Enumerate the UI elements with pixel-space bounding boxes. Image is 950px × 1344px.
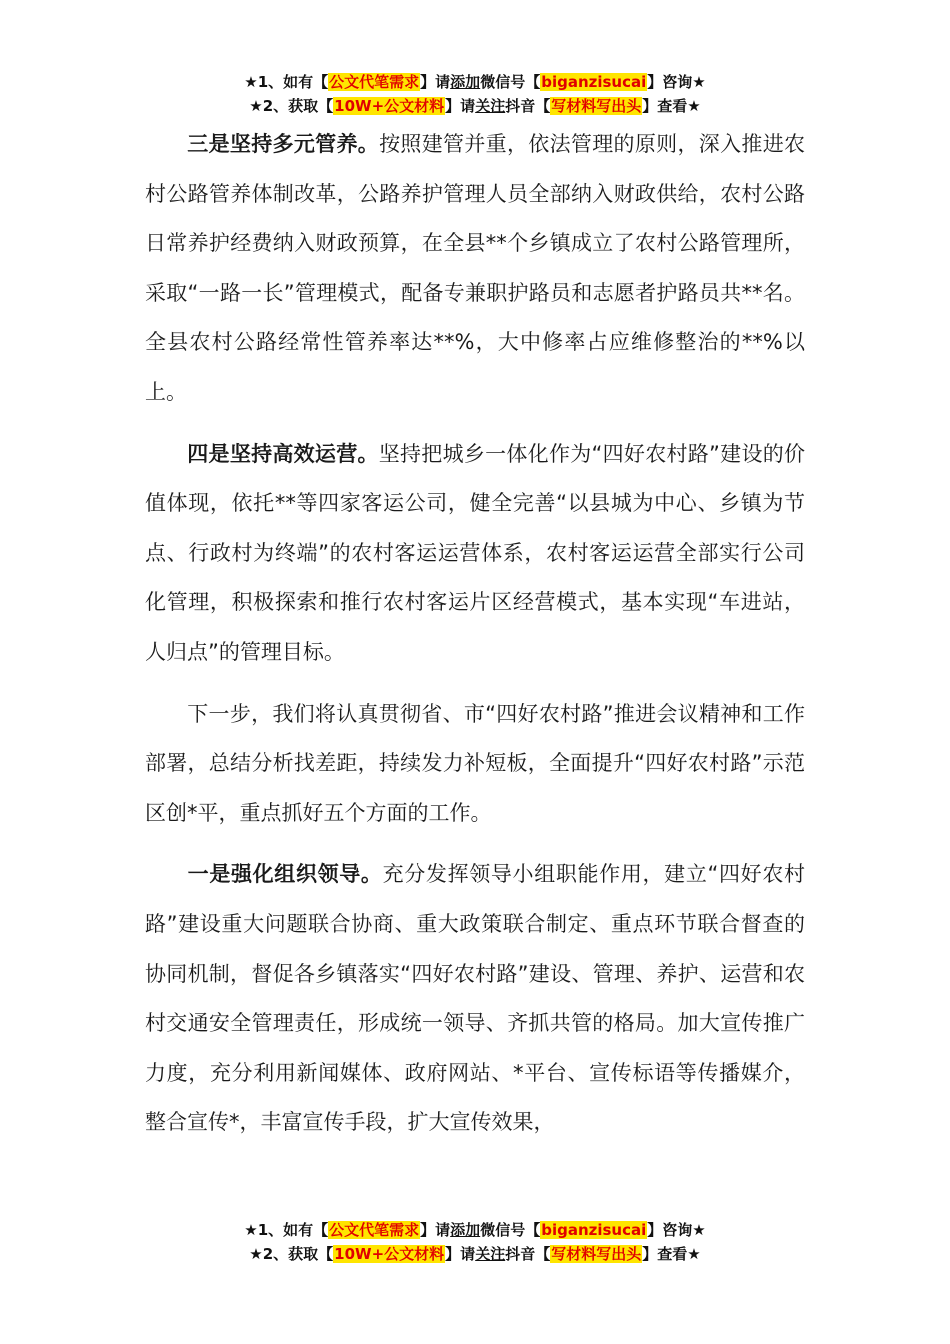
star-icon: ★ [692, 73, 706, 91]
highlight-wechat-id: biganzisucai [541, 1221, 647, 1239]
paragraph-1: 三是坚持多元管养。按照建管并重，依法管理的原则，深入推进农村公路管养体制改革，公路养护管理人员全部纳入财政供给，农村公路日常养护经费纳入财政预算，在全县**个乡镇成立了农村公路管理所，采取“一路一长”管理模式，配备专兼职护路员和志愿者护路员共**名。全县农村公路经常性管养率达**%，大中修率占应维修整治的**%以上。 [145, 132, 806, 404]
paragraph-3: 下一步，我们将认真贯彻省、市“四好农村路”推进会议精神和工作部署，总结分析找差距，持续发力补短板，全面提升“四好农村路”示范区创*平，重点抓好五个方面的工作。 [145, 701, 805, 825]
header-line-1: ★1、如有【公文代笔需求】请添加微信号【biganzisucai】咨询★ [244, 73, 706, 91]
star-icon: ★ [249, 97, 263, 115]
star-icon: ★ [692, 1221, 706, 1239]
star-icon: ★ [687, 97, 701, 115]
highlight-materials: 10W+公文材料 [334, 97, 445, 115]
highlight-wechat-id: biganzisucai [541, 73, 647, 91]
highlight-service: 公文代笔需求 [329, 1221, 420, 1239]
footer-line-2: ★2、获取【10W+公文材料】请关注抖音【写材料写出头】查看★ [249, 1245, 701, 1263]
star-icon: ★ [244, 73, 258, 91]
star-icon: ★ [687, 1245, 701, 1263]
footer-line-1: ★1、如有【公文代笔需求】请添加微信号【biganzisucai】咨询★ [244, 1221, 706, 1239]
highlight-douyin: 写材料写出头 [551, 1245, 642, 1263]
highlight-service: 公文代笔需求 [329, 73, 420, 91]
star-icon: ★ [249, 1245, 263, 1263]
footer-banner [0, 1218, 950, 1266]
star-icon: ★ [244, 1221, 258, 1239]
highlight-douyin: 写材料写出头 [551, 97, 642, 115]
header-line-2: ★2、获取【10W+公文材料】请关注抖音【写材料写出头】查看★ [249, 97, 701, 115]
header-banner [0, 70, 950, 118]
paragraph-2: 四是坚持高效运营。坚持把城乡一体化作为“四好农村路”建设的价值体现，依托**等四家客运公司，健全完善“以县城为中心、乡镇为节点、行政村为终端”的农村客运运营体系，农村客运运营全部实行公司化管理，积极探索和推行农村客运片区经营模式，基本实现“车进站，人归点”的管理目标。 [145, 441, 805, 664]
highlight-materials: 10W+公文材料 [334, 1245, 445, 1263]
document-body [145, 120, 805, 1148]
paragraph-4: 一是强化组织领导。充分发挥领导小组职能作用，建立“四好农村路”建设重大问题联合协商、重大政策联合制定、重点环节联合督查的协同机制，督促各乡镇落实“四好农村路”建设、管理、养护、运营和农村交通安全管理责任，形成统一领导、齐抓共管的格局。加大宣传推广力度，充分利用新闻媒体、政府网站、*平台、宣传标语等传播媒介，整合宣传*，丰富宣传手段，扩大宣传效果， [145, 862, 805, 1135]
